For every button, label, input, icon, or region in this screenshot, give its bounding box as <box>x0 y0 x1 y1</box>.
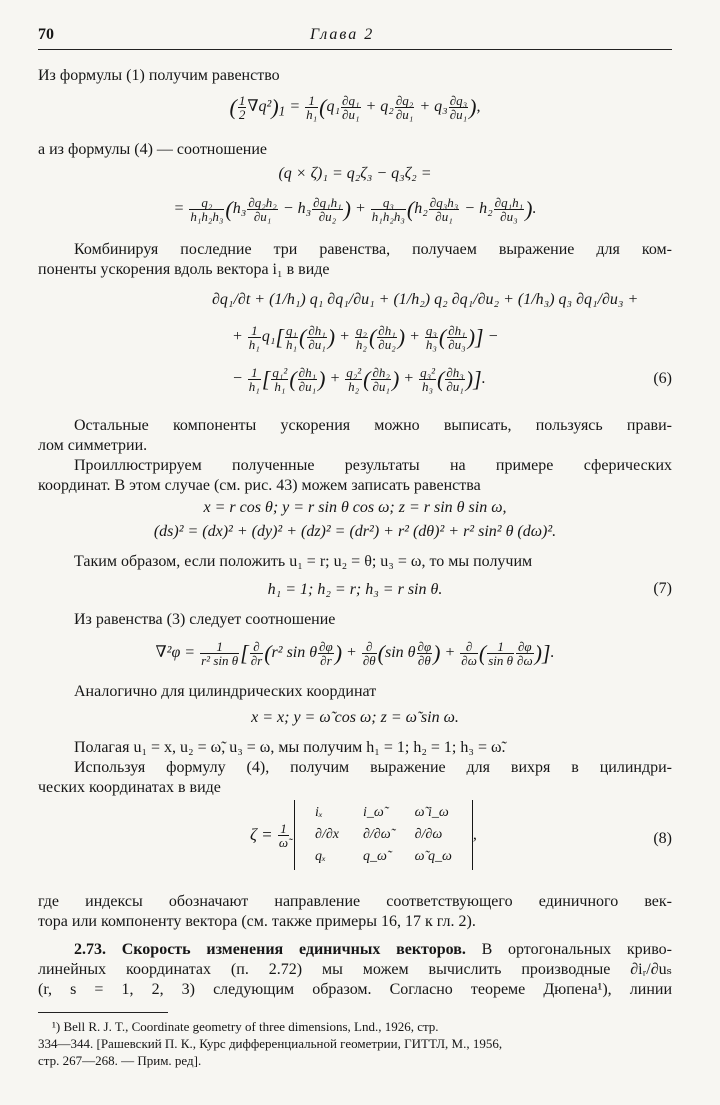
equation-number: (6) <box>653 370 672 387</box>
matrix-cell: ω̃ q_ω <box>414 849 452 864</box>
text-line: линейных координатах (п. 2.72) мы можем вычислить производные ∂iᵣ/∂uₛ <box>38 961 672 978</box>
text-line: а из формулы (4) — соотношение <box>38 141 268 158</box>
text-line: лом симметрии. <box>38 437 148 454</box>
matrix-row <box>303 824 464 846</box>
equation-number: (8) <box>653 830 672 847</box>
matrix-cell: i_ω̃ <box>363 805 384 820</box>
section-text: В ортогональных криво- <box>465 941 673 958</box>
text-line: Из равенства (3) следует соотношение <box>74 611 336 628</box>
text-line: где индексы обозначают направление соответствующего единичного век- <box>38 893 672 910</box>
text-line: поненты ускорения вдоль вектора i₁ в виде <box>38 261 330 278</box>
equation-rotation-1: (q × ζ)₁ = q₂ζ₃ − q₃ζ₂ = <box>278 165 432 182</box>
matrix-cell: ω̃ i_ω <box>414 805 449 820</box>
matrix-row <box>303 846 464 868</box>
text-line: координат. В этом случае (см. рис. 43) можем записать равенства <box>38 477 481 494</box>
matrix-cell: ∂/∂x <box>315 827 339 842</box>
footnote-rule <box>38 1012 168 1013</box>
text-line: Полагая u₁ = x, u₂ = ω̃, u₃ = ω, мы получим h₁ = 1; h₂ = 1; h₃ = ω̃. <box>74 739 506 756</box>
footnote-line: ¹) Bell R. J. T., Coordinate geometry of three dimensions, Lnd., 1926, стр. <box>52 1019 439 1034</box>
equation-acceleration-3: − $\frac{1}{\text{h₁}}$ [ $\frac{\text{q₁²}}{\text{h₁}}$ ( $\frac{\text{∂h₁}}{\text{∂u₁}}$ ) + $\frac{\text{q₂²}}{\text{h₂}}$ ( $\frac{\text{∂h₂}}{\text{∂u₁}}$ ) + $\frac{\text{q₃²}}{\text{h₃}}$ ( $\frac{\text{∂h₃}}{\text{∂u₁}}$ )]. <box>232 365 486 394</box>
equation-acceleration-1: ∂q₁/∂t + (1/h₁) q₁ ∂q₁/∂u₁ + (1/h₂) q₂ ∂q₁/∂u₂ + (1/h₃) q₃ ∂q₁/∂u₃ + <box>212 291 639 308</box>
equation-curl-determinant: ζ = $\frac{1}{\omegã}$ iₓ i_ω̃ ω̃ i_ω ∂/∂x ∂/∂ω̃ ∂/∂ω qₓ q_ω̃ ω̃ q_ω , <box>250 800 477 870</box>
matrix-cell: ∂/∂ω̃ <box>363 827 391 842</box>
equation-spherical-1: x = r cos θ; y = r sin θ cos ω; z = r sin θ sin ω, <box>203 499 507 516</box>
text-line: Используя формулу (4), получим выражение для вихря в цилиндри- <box>74 759 672 776</box>
equation-acceleration-2: + $\frac{1}{\text{h₁}}$ q₁[ $\frac{\text{q₁}}{\text{h₁}}$ ( $\frac{\text{∂h₁}}{\text{∂u₁}}$ ) + $\frac{\text{q₂}}{\text{h₂}}$ ( $\frac{\text{∂h₁}}{\text{∂u₂}}$ ) + $\frac{\text{q₃}}{\text{h₃}}$ ( $\frac{\text{∂h₁}}{\text{∂u₃}}$ )] − <box>232 323 499 352</box>
equation-laplacian: ∇²φ = $\frac{1}{\text{r² sin θ}}$ [ $\frac{\partial}{\partial r}$ (r² sin θ $\frac{\partial\varphi}{\partial r}$ ) + $\frac{\partial}{\partial\theta}$ (sin θ $\frac{\partial\varphi}{\partial\theta}$ ) + $\frac{\partial}{\partial\omega}$ ( $\frac{1}{\text{sin θ}}$ $\frac{\partial\varphi}{\partial\omega}$ )]. <box>155 639 555 668</box>
running-head: Глава 2 <box>310 26 375 43</box>
matrix-cell: iₓ <box>315 805 323 820</box>
matrix-cell: ∂/∂ω <box>414 827 443 842</box>
page-header <box>38 26 672 48</box>
matrix-cell: q_ω̃ <box>363 849 387 864</box>
equation-cylindrical: x = x; y = ω̃ cos ω; z = ω̃ sin ω. <box>251 709 459 726</box>
header-rule <box>38 49 672 50</box>
text-line: Из формулы (1) получим равенство <box>38 67 280 84</box>
footnote-line: стр. 267—268. — Прим. ред]. <box>38 1053 202 1068</box>
equation-gradient: ( $\frac{1}{2}$ $\nabla q^2)_1$ = $\frac{1}{\text{h₁}}$ (q₁ $\frac{\text{∂q₁}}{\text{∂u₁}}$ + q₂ $\frac{\text{∂q₂}}{\text{∂u₁}}$ + q₃ $\frac{\text{∂q₃}}{\text{∂u₁}}$ ), <box>229 93 481 122</box>
equation-number: (7) <box>653 580 672 597</box>
text-line: Комбинируя последние три равенства, получаем выражение для ком- <box>74 241 672 258</box>
text-line: Аналогично для цилиндрических координат <box>74 683 377 700</box>
text-line: Остальные компоненты ускорения можно выписать, пользуясь прави- <box>74 417 672 434</box>
section-heading-line <box>74 940 672 960</box>
section-heading: 2.73. Скорость изменения единичных векторов. <box>74 941 466 958</box>
determinant-matrix <box>294 800 473 870</box>
equation-scale-factors: h₁ = 1; h₂ = r; h₃ = r sin θ. <box>267 581 443 598</box>
footnote-line: 334—344. [Рашевский П. К., Курс дифференциальной геометрии, ГИТТЛ, М., 1956, <box>38 1036 503 1051</box>
text-line: Проиллюстрируем полученные результаты на примере сферических <box>74 457 672 474</box>
text-line: Таким образом, если положить u₁ = r; u₂ = θ; u₃ = ω, то мы получим <box>74 553 533 570</box>
page-number: 70 <box>38 26 54 43</box>
text-line: ческих координатах в виде <box>38 779 221 796</box>
text-line: (r, s = 1, 2, 3) следующим образом. Согласно теореме Дюпена¹), линии <box>38 981 672 998</box>
equation-spherical-2: (ds)² = (dx)² + (dy)² + (dz)² = (dr²) + r² (dθ)² + r² sin² θ (dω)². <box>153 523 557 540</box>
matrix-row <box>303 802 464 824</box>
matrix-cell: qₓ <box>315 849 327 864</box>
equation-rotation-2: = $\frac{\text{q₂}}{\text{h₁h₂h₃}}$ (h₃ $\frac{\text{∂q₂h₂}}{\text{∂u₁}}$ − h₃ $\frac{\text{∂q₁h₁}}{\text{∂u₂}}$ ) + $\frac{\text{q₃}}{\text{h₁h₂h₃}}$ (h₂ $\frac{\text{∂q₃h₃}}{\text{∂u₁}}$ − h₂ $\frac{\text{∂q₁h₁}}{\text{∂u₃}}$ ). <box>173 195 537 224</box>
text-line: тора или компоненту вектора (см. также примеры 16, 17 к гл. 2). <box>38 913 476 930</box>
